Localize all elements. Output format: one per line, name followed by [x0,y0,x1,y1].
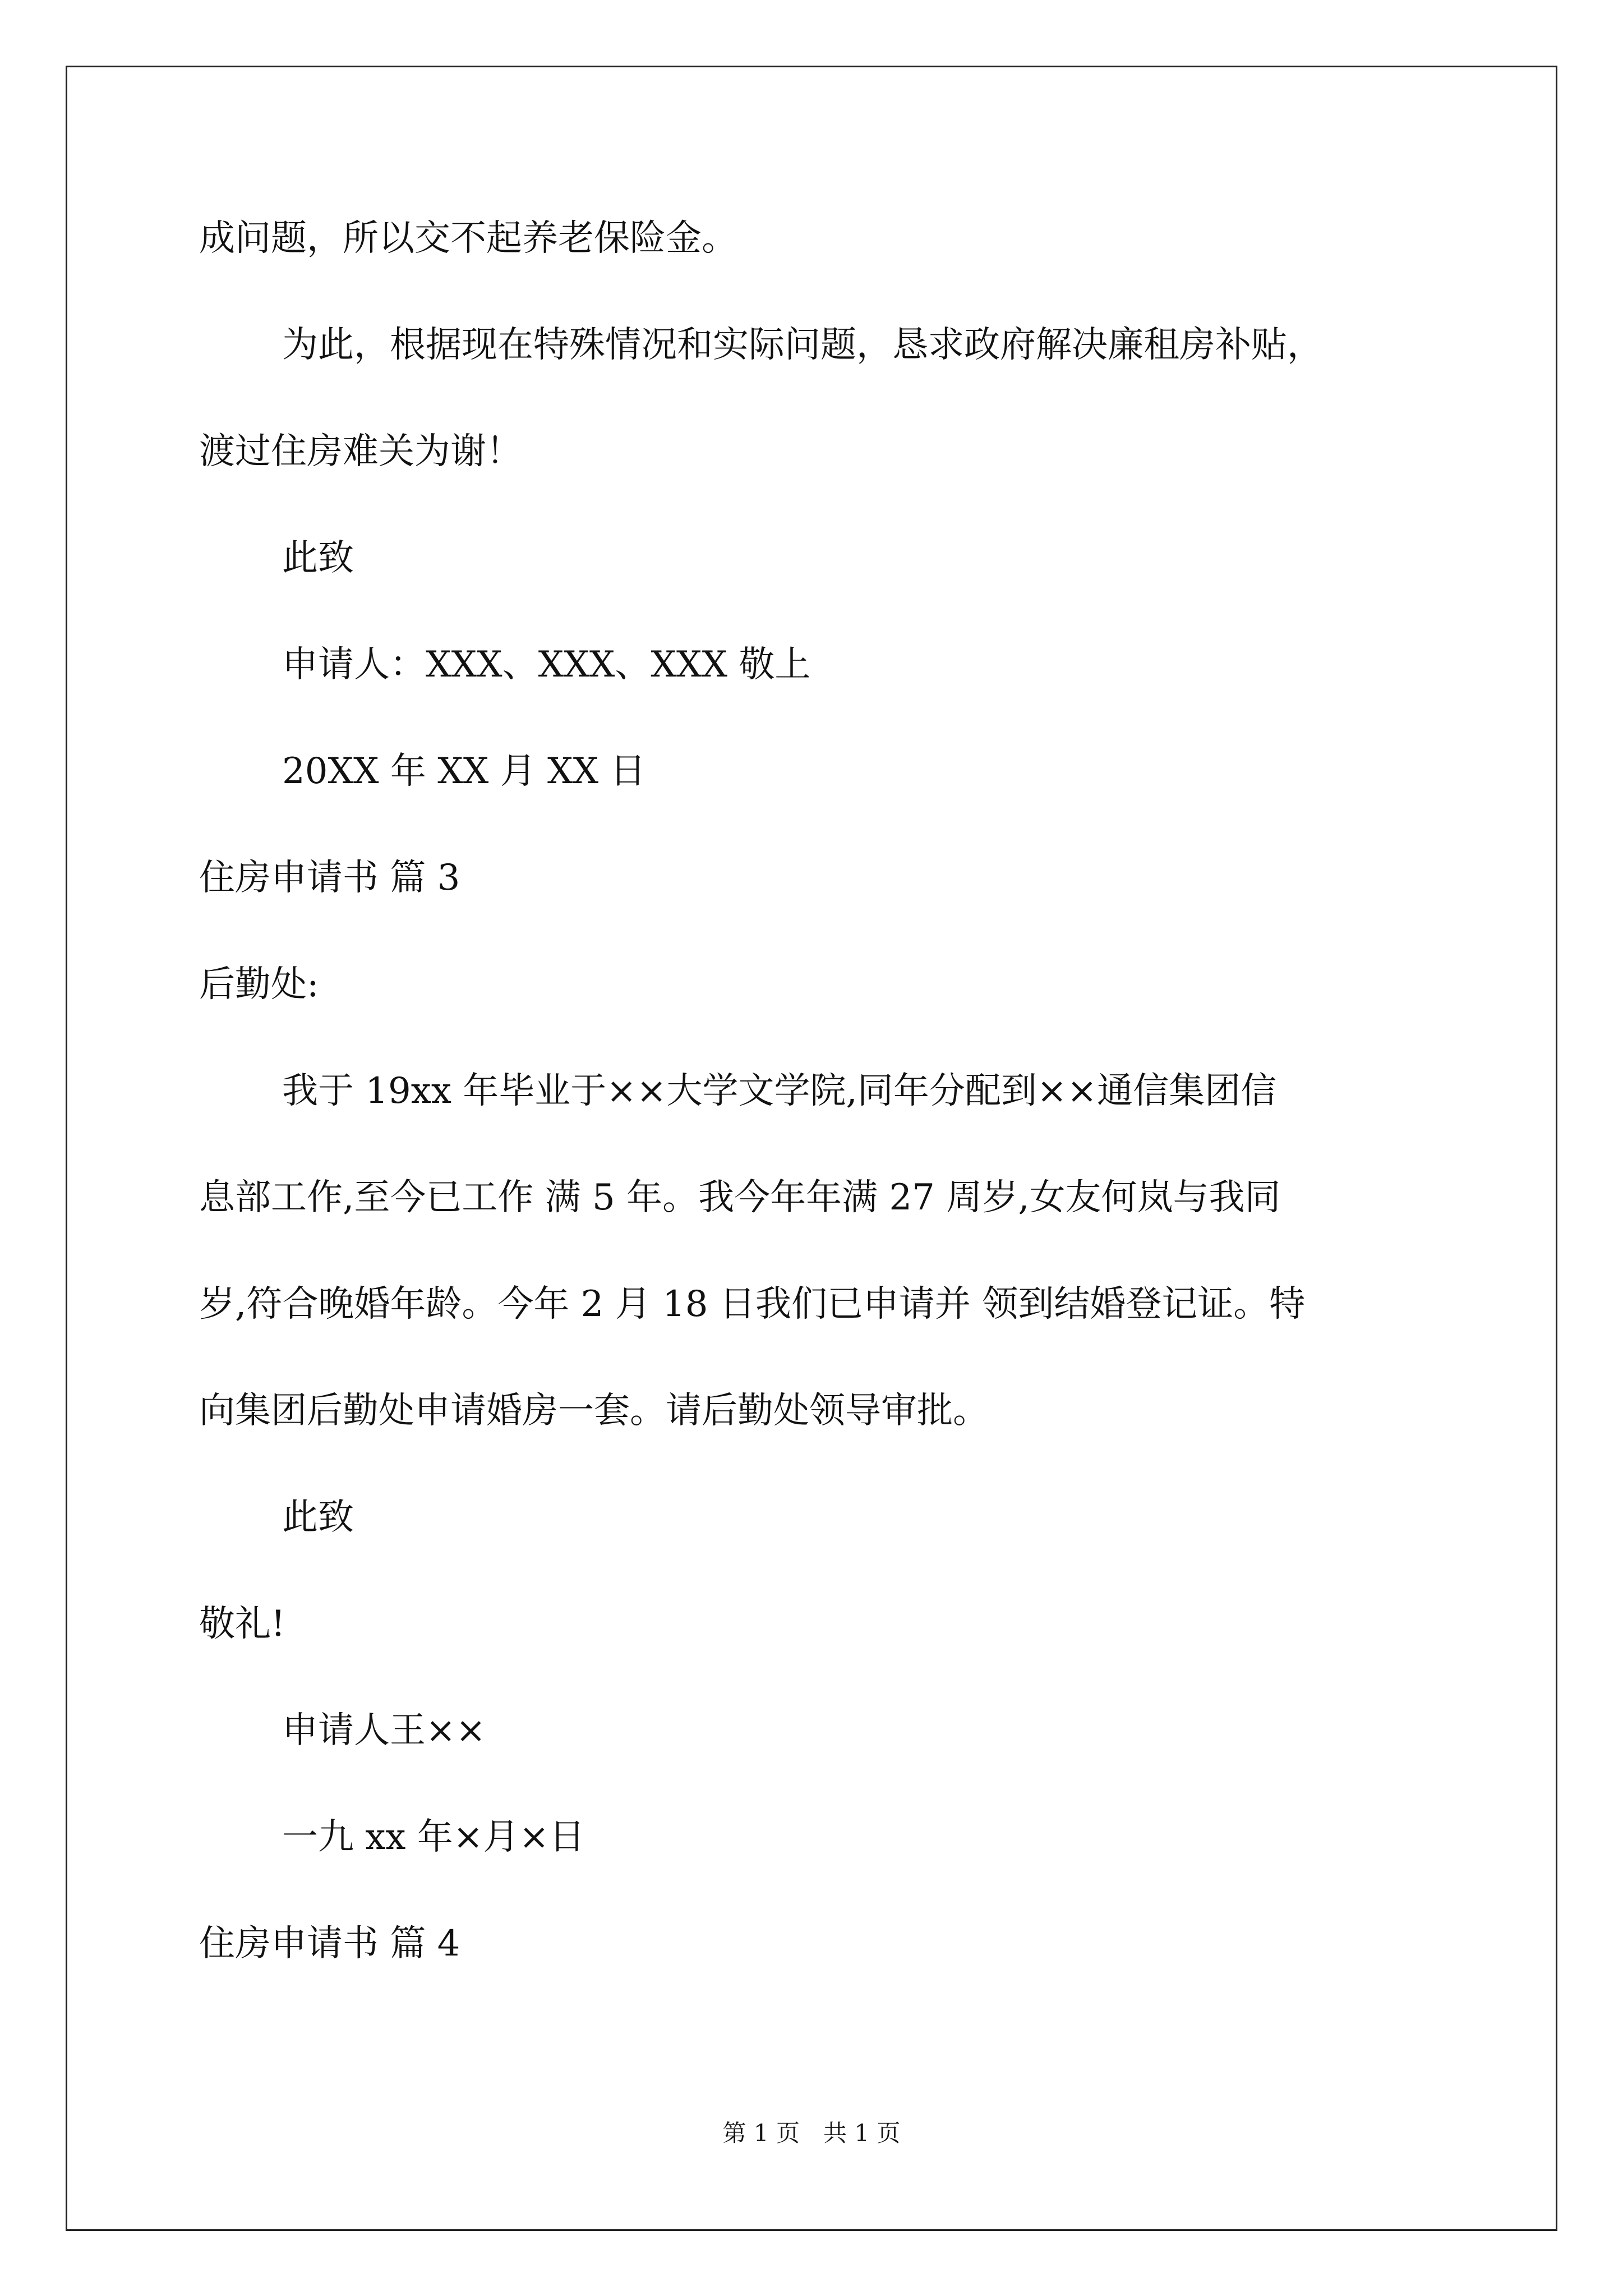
paragraph-line: 我于 19xx 年毕业于××大学文学院,同年分配到××通信集团信 [282,1070,1277,1112]
paragraph-line: 岁,符合晚婚年龄。今年 2 月 18 日我们已申请并 领到结婚登记证。特 [199,1283,1306,1325]
addressee: 后勤处: [199,964,319,1005]
date-line: 20XX 年 XX 月 XX 日 [282,751,646,792]
section-heading: 住房申请书 篇 4 [199,1923,460,1964]
applicant-signature: 申请人：XXX、XXX、XXX 敬上 [282,644,811,685]
applicant-signature: 申请人王×× [282,1710,486,1751]
section-heading: 住房申请书 篇 3 [199,857,460,899]
paragraph-line: 息部工作,至今已工作 满 5 年。我今年年满 27 周岁,女友何岚与我同 [199,1177,1281,1218]
closing-salutation: 此致 [282,1497,354,1538]
paragraph-line: 向集团后勤处申请婚房一套。请后勤处领导审批。 [199,1390,989,1432]
page-number-footer: 第 1 页 共 1 页 [722,2119,901,2147]
paragraph-line: 为此，根据现在特殊情况和实际问题，恳求政府解决廉租房补贴， [282,324,1323,366]
paragraph-line: 渡过住房难关为谢！ [199,431,522,472]
date-line: 一九 xx 年×月×日 [282,1816,585,1858]
paragraph-line: 成问题，所以交不起养老保险金。 [199,218,737,259]
closing-regards: 敬礼! [199,1603,285,1645]
closing-salutation: 此致 [282,537,354,579]
page-border [66,66,1557,2231]
